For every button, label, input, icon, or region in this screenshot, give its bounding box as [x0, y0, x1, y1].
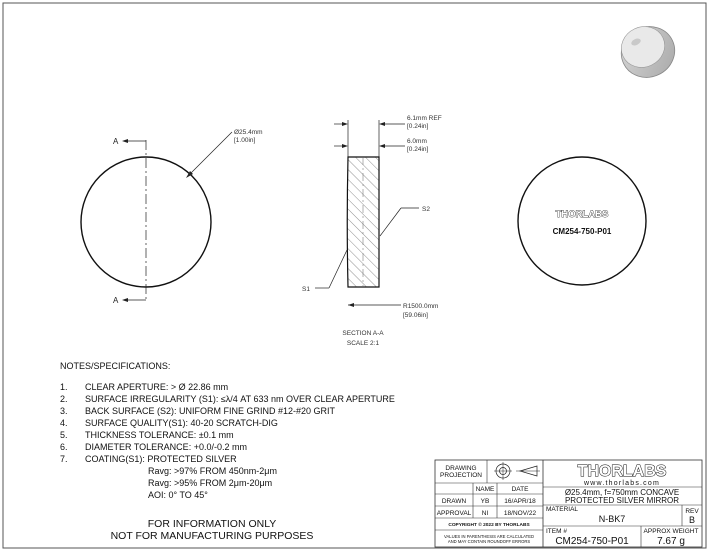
diameter-label: Ø25.4mm — [234, 129, 263, 136]
disclaimer-line-1: FOR INFORMATION ONLY — [147, 518, 277, 530]
copyright: COPYRIGHT © 2022 BY THORLABS — [448, 523, 530, 528]
back-engraving-brand: THORLABS — [555, 209, 609, 220]
dim-thick-inch: [0.24in] — [407, 146, 429, 153]
disclaimer — [111, 518, 314, 542]
material-value: N-BK7 — [598, 514, 626, 524]
weight-label: APPROX WEIGHT — [643, 528, 699, 535]
back-view-outline — [518, 157, 646, 285]
projection-label-1: DRAWING — [445, 465, 477, 472]
diameter-inch: [1.00in] — [234, 137, 256, 144]
projection-label-2: PROJECTION — [440, 472, 482, 479]
item-value: CM254-750-P01 — [555, 536, 629, 547]
note-text: THICKNESS TOLERANCE: ±0.1 mm — [85, 430, 234, 440]
weight-value: 7.67 g — [657, 536, 685, 547]
values-note-2: AND MAY CONTAIN ROUNDOFF ERRORS — [447, 539, 531, 544]
description-line-1: Ø25.4mm, f=750mm CONCAVE — [564, 488, 680, 497]
s1-label: S1 — [302, 286, 310, 293]
projection-symbol-icon — [494, 462, 540, 480]
approval-label: APPROVAL — [436, 510, 472, 517]
note-text: CLEAR APERTURE: > Ø 22.86 mm — [85, 382, 229, 392]
note-number: 1. — [60, 382, 68, 392]
coating-line: Ravg: >95% FROM 2μm-20μm — [148, 478, 273, 488]
section-marker-top: A — [113, 137, 119, 146]
dim-ref-label: 6.1mm REF — [407, 115, 442, 122]
notes-heading: NOTES/SPECIFICATIONS: — [60, 361, 171, 371]
disclaimer-line-2: NOT FOR MANUFACTURING PURPOSES — [110, 530, 314, 542]
coating-line: Ravg: >97% FROM 450nm-2μm — [148, 466, 277, 476]
drawn-name: YB — [480, 498, 490, 505]
title-block — [435, 460, 702, 547]
front-view — [81, 129, 263, 305]
section-marker-bottom: A — [113, 296, 119, 305]
note-number: 6. — [60, 442, 68, 452]
item-label: ITEM # — [546, 528, 567, 535]
section-caption: SECTION A-A — [342, 330, 384, 337]
section-scale: SCALE 2:1 — [346, 340, 380, 347]
rev-value: B — [688, 515, 696, 525]
note-number: 3. — [60, 406, 68, 416]
section-view — [302, 115, 442, 347]
note-number: 7. — [60, 454, 68, 464]
dim-ref-inch: [0.24in] — [407, 123, 429, 130]
coating-line: AOI: 0° TO 45° — [148, 490, 208, 500]
values-note-1: VALUES IN PARENTHESIS ARE CALCULATED — [443, 534, 535, 539]
rev-label: REV — [685, 508, 699, 515]
note-text: SURFACE IRREGULARITY (S1): ≤λ/4 AT 633 nm OVER CLEAR APERTURE — [85, 394, 395, 404]
note-text: COATING(S1): PROTECTED SILVER — [85, 454, 237, 464]
mirror-3d-preview — [613, 18, 683, 86]
radius-label: R1500.0mm — [403, 303, 439, 310]
note-number: 5. — [60, 430, 68, 440]
thorlabs-logo: THORLABS — [577, 463, 667, 480]
back-view — [518, 157, 646, 285]
note-number: 4. — [60, 418, 68, 428]
material-label: MATERIAL — [546, 506, 579, 513]
approval-date: 18/NOV/22 — [503, 510, 537, 517]
notes-block — [60, 361, 395, 500]
note-text: SURFACE QUALITY(S1): 40-20 SCRATCH-DIG — [85, 418, 278, 428]
radius-inch: [59.06in] — [403, 312, 428, 319]
note-text: DIAMETER TOLERANCE: +0.0/-0.2 mm — [85, 442, 247, 452]
drawn-date: 16/APR/18 — [504, 498, 536, 505]
diameter-leader — [188, 132, 232, 176]
approval-name: NI — [481, 510, 489, 517]
col-name-header: NAME — [475, 486, 495, 493]
dim-thick-label: 6.0mm — [407, 138, 427, 145]
website: www.thorlabs.com — [584, 480, 660, 487]
description-line-2: PROTECTED SILVER MIRROR — [564, 496, 680, 505]
note-text: BACK SURFACE (S2): UNIFORM FINE GRIND #12-#20 GRIT — [85, 406, 336, 416]
s2-label: S2 — [422, 206, 430, 213]
note-number: 2. — [60, 394, 68, 404]
col-date-header: DATE — [511, 486, 529, 493]
drawn-label: DRAWN — [441, 498, 467, 505]
back-engraving-part: CM254-750-P01 — [552, 227, 612, 236]
